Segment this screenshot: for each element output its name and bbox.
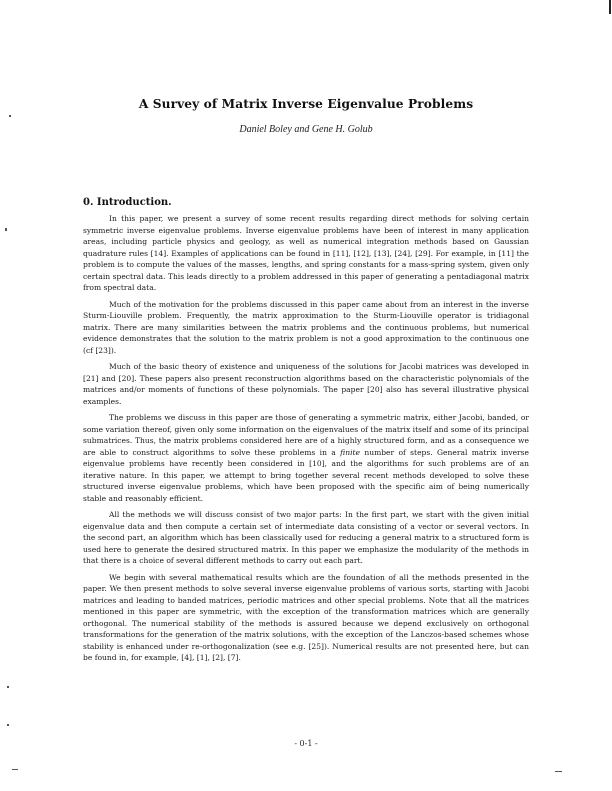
- paragraph: In this paper, we present a survey of some recent results regarding direct methods for solving certain symmetric inverse eigenvalue problems. Inverse eigenvalue problems have been of interest in many application areas, including particle physics and geology, as well as numerical integration methods based on Gaussian quadrature rules [14]. Examples of applications can be found in [11], [12], [13], [24], [29]. For example, in [11] the problem is to compute the values of the masses, lengths, and spring constants for a mass-spring system, given only certain spectral data. This leads directly to a problem addressed in this paper of generating a pentadiagonal matrix from spectral data.: [83, 214, 529, 292]
- paragraph: Much of the basic theory of existence and uniqueness of the solutions for Jacobi matrices was developed in [21] and [20]. These papers also present reconstruction algorithms based on the characteristic polynomials of the matrices and/or moments of functions of these polynomials. The paper [20] also has several illustrative physical examples.: [83, 362, 529, 406]
- scan-edge-mark: [609, 0, 611, 14]
- scan-speck: [5, 228, 7, 231]
- section-heading: 0. Introduction.: [83, 197, 172, 208]
- paragraph: [83, 412, 529, 504]
- scan-speck: [7, 686, 9, 688]
- paragraph: We begin with several mathematical results which are the foundation of all the methods presented in the paper. We then present methods to solve several inverse eigenvalue problems of various sorts, starting with Jacobi matrices and leading to banded matrices, periodic matrices and other special problems. Note that all the matrices mentioned in this paper are symmetric, with the exception of the transformation matrices which are generally orthogonal. The numerical stability of the methods is assured because we depend exclusively on orthogonal transformations for the generation of the matrix solutions, with the exception of the Lanczos-based schemes whose stability is enhanced under re-orthogonalization (see e.g. [25]). Numerical results are not presented here, but can be found in, for example, [4], [1], [2], [7].: [83, 572, 529, 662]
- paragraph-text: The problems we discuss in this paper are those of generating a symmetric matrix, either Jacobi, banded, or some variation thereof, given only some information on the eigenvalues of the matrix itself and some of its principal submatrices. Thus, the matrix problems considered here are of a highly structured form, and as a consequence we are able to construct algorithms to solve these problems in a: [83, 413, 529, 457]
- paper-title: A Survey of Matrix Inverse Eigenvalue Problems: [138, 97, 474, 111]
- paragraph: Much of the motivation for the problems discussed in this paper came about from an interest in the inverse Sturm-Liouville problem. Frequently, the matrix approximation to the Sturm-Liouville operator is tridiagonal matrix. There are many similarities between the matrix problems and the continuous problems, but numerical evidence demonstrates that the solution to the matrix problem is not a good approximation to the continuous one (cf [23]).: [83, 299, 529, 355]
- scan-speck: [7, 724, 9, 726]
- scan-speck: [555, 771, 562, 772]
- page-number: - 0-1 -: [294, 739, 318, 748]
- paper-authors: Daniel Boley and Gene H. Golub: [239, 124, 373, 135]
- paragraph-text: number of steps. General matrix inverse eigenvalue problems have recently been considered in [10], and the algorithms for such problems are of an iterative nature. In this paper, we attempt to bring together several recent methods developed to solve these structured inverse eigenvalue problems, which have been proposed with the specific aim of being numerically stable and reasonably efficient.: [83, 447, 530, 503]
- section-body: [83, 213, 529, 669]
- scan-speck: [12, 769, 18, 770]
- scan-speck: [9, 115, 11, 117]
- paragraph: All the methods we will discuss consist of two major parts: In the first part, we start with the given initial eigenvalue data and then compute a certain set of intermediate data consisting of a vector or several vectors. In the second part, an algorithm which has been classically used for reducing a general matrix to a structured form is used here to generate the desired structured matrix. In this paper we emphasize the modularity of the methods in that there is a choice of several different methods to carry out each part.: [83, 510, 529, 565]
- emphasized-word: finite: [340, 447, 360, 457]
